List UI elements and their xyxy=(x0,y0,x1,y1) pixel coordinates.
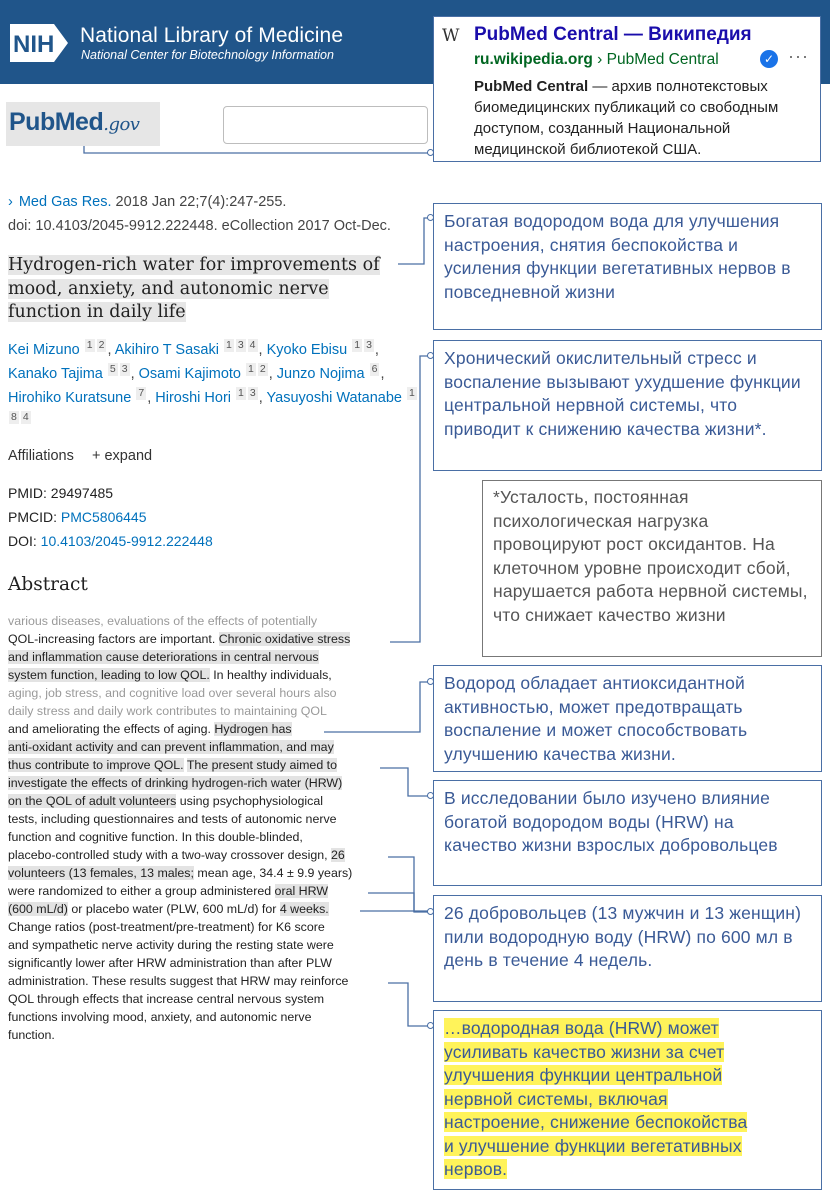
annotation-footnote: *Усталость, постоянная психологическая нагрузка провоцируют рост оксидантов. На клеточном уровне происходит сбой, нарушается работа нервной системы, что снижает качество жизни xyxy=(482,480,822,657)
author-entry: Hiroshi Hori 1 3 , xyxy=(155,387,267,406)
affiliations-label: Affiliations xyxy=(8,448,74,464)
highlighted-text: anti-oxidant activity and can prevent inflammation, and may xyxy=(8,740,334,754)
title-line-3: function in daily life xyxy=(8,302,186,322)
abstract-segment: mean age, 34.4 ± 9.9 years) xyxy=(193,866,353,880)
highlighted-conclusion-line: усиливать качество жизни за счет xyxy=(444,1041,725,1062)
author-entry: Kei Mizuno 1 2 , xyxy=(8,339,115,358)
highlighted-conclusion-line: и улучшение функции вегетативных xyxy=(444,1135,742,1156)
wikipedia-desc-rest: — архив полнотекстовых биомедицинских публикаций со свободным доступом, созданный Национальной медицинской библиотекой США. xyxy=(474,78,779,158)
journal-link[interactable]: Med Gas Res. xyxy=(18,194,112,210)
abstract-segment: or placebo water (PLW, 600 mL/d) for xyxy=(67,902,280,916)
connector-dot xyxy=(427,149,434,156)
citation-text: 2018 Jan 22;7(4):247-255. xyxy=(111,194,287,210)
affiliation-number[interactable]: 5 xyxy=(109,363,116,375)
abstract-segment: administration. These results suggest that HRW may reinforce xyxy=(8,974,349,988)
highlighted-text: and inflammation cause deteriorations in central nervous xyxy=(8,650,319,664)
highlighted-conclusion-line: улучшения функции центральной xyxy=(444,1065,723,1085)
highlighted-text: system function, leading to low QOL. xyxy=(8,668,210,682)
affiliation-number[interactable]: 3 xyxy=(366,339,372,351)
abstract-segment: daily stress and daily work contributes to maintaining QOL xyxy=(8,704,327,718)
affiliation-number[interactable]: 8 xyxy=(11,411,17,423)
logo-med: Med xyxy=(54,108,104,136)
affiliation-number[interactable]: 1 xyxy=(86,339,93,351)
abstract-segment: function. xyxy=(8,1028,55,1042)
title-line-1: Hydrogen-rich water for improvements of xyxy=(8,255,380,275)
author-entry: Osami Kajimoto 1 2 , xyxy=(138,363,277,382)
abstract-segment: various diseases, evaluations of the effects of potentially xyxy=(8,614,318,628)
abstract-segment: tests, including questionnaires and tests of autonomic nerve xyxy=(8,812,337,826)
abstract-segment: QOL-increasing factors are important. xyxy=(8,632,219,646)
annotation-hydrogen-antioxidant: Водород обладает антиоксидантной активностью, может предотвращать воспаление и может способствовать улучшению качества жизни. xyxy=(433,665,822,772)
nih-logo-text: NIH xyxy=(13,31,55,58)
more-options-icon[interactable]: ··· xyxy=(788,46,809,66)
doi-line: doi: 10.4103/2045-9912.222448. eCollection 2017 Oct-Dec. xyxy=(8,218,391,234)
author-entry: Akihiro T Sasaki 1 3 4 , xyxy=(114,339,267,358)
highlighted-conclusion-line: нервов. xyxy=(444,1159,508,1179)
author-link[interactable]: Akihiro T Sasaki xyxy=(114,342,219,358)
author-link[interactable]: Hiroshi Hori xyxy=(155,390,232,406)
annotation-study-aim: В исследовании было изучено влияние богатой водородом воды (HRW) на качество жизни взрослых добровольцев xyxy=(433,780,822,886)
author-entry: Kyoko Ebisu 1 3 , xyxy=(266,339,379,358)
highlighted-text: Hydrogen has xyxy=(214,722,292,736)
author-link[interactable]: Junzo Nojima xyxy=(276,366,365,382)
affiliation-number[interactable]: 7 xyxy=(138,387,145,399)
author-entry: Junzo Nojima 6 , xyxy=(276,363,385,382)
author-link[interactable]: Kyoko Ebisu xyxy=(266,342,348,358)
highlighted-text: investigate the effects of drinking hydrogen-rich water (HRW) xyxy=(8,776,343,790)
affiliation-number[interactable]: 3 xyxy=(249,387,256,399)
connector-study xyxy=(380,768,430,796)
pmid-value: 29497485 xyxy=(50,485,114,501)
author-link[interactable]: Hirohiko Kuratsune xyxy=(8,390,132,406)
logo-pub: Pub xyxy=(9,108,55,136)
connector-logo xyxy=(84,146,430,153)
abstract-segment: Change ratios (post-treatment/pre-treatment) for K6 score xyxy=(8,920,325,934)
highlighted-conclusion-line: настроение, снижение беспокойства xyxy=(444,1112,748,1132)
abstract-segment: and sympathetic nerve activity during the resting state were xyxy=(8,938,334,952)
wikipedia-domain: ru.wikipedia.org xyxy=(474,51,593,68)
connector-conclusion xyxy=(388,983,430,1026)
author-link[interactable]: Yasuyoshi Watanabe xyxy=(266,390,402,406)
highlighted-text: volunteers (13 females, 13 males; xyxy=(8,866,194,880)
highlighted-text: Chronic oxidative stress xyxy=(218,632,351,646)
highlighted-text: The present study aimed to xyxy=(186,758,337,772)
affiliation-number[interactable]: 2 xyxy=(98,339,105,351)
org-name[interactable]: National Library of Medicine xyxy=(80,24,344,47)
affiliation-number[interactable]: 1 xyxy=(408,387,415,399)
highlighted-text: oral HRW xyxy=(274,884,329,898)
logo-gov: .gov xyxy=(103,114,140,135)
affiliation-number[interactable]: 3 xyxy=(237,339,244,351)
highlighted-text: on the QOL of adult volunteers xyxy=(8,794,177,808)
annotation-oxidative-stress: Хронический окислительный стресс и воспаление вызывают ухудшение функции центральной нервной системы, что приводит к снижению качества жизни*. xyxy=(433,340,822,471)
affiliation-number[interactable]: 3 xyxy=(121,363,128,375)
abstract-segment: aging, job stress, and cognitive load over several hours also xyxy=(8,686,337,700)
author-entry: Hirohiko Kuratsune 7 , xyxy=(8,387,156,406)
affiliation-number[interactable]: 2 xyxy=(259,363,266,375)
affiliation-number[interactable]: 4 xyxy=(249,339,256,351)
connector-oxidative xyxy=(390,356,430,642)
org-subtitle: National Center for Biotechnology Information xyxy=(81,48,334,62)
author-link[interactable]: Osami Kajimoto xyxy=(138,366,241,382)
highlighted-conclusion-line: нервной системы, включая xyxy=(444,1088,668,1109)
connector-hydrogen xyxy=(324,682,430,732)
annotation-volunteers: 26 добровольцев (13 мужчин и 13 женщин) пили водородную воду (HRW) по 600 мл в день в течение 4 недель. xyxy=(433,895,822,1002)
author-link[interactable]: Kanako Tajima xyxy=(8,366,103,382)
wikipedia-icon: W xyxy=(442,26,460,46)
doi-label: DOI: xyxy=(8,533,41,549)
abstract-segment: using psychophysiological xyxy=(176,794,324,808)
author-entry: Kanako Tajima 5 3 , xyxy=(8,363,139,382)
expand-affiliations-button[interactable]: + expand xyxy=(92,448,153,464)
abstract-segment: functions involving mood, anxiety, and autonomic nerve xyxy=(8,1010,312,1024)
affiliation-number[interactable]: 1 xyxy=(225,339,232,351)
doi-link[interactable]: 10.4103/2045-9912.222448 xyxy=(40,533,213,549)
highlighted-text: 4 weeks. xyxy=(279,902,329,916)
highlighted-text: thus contribute to improve QOL. xyxy=(8,758,184,772)
verified-check-icon: ✓ xyxy=(760,50,778,68)
connector-title xyxy=(398,218,430,264)
pmcid-label: PMCID: xyxy=(8,509,61,525)
affiliation-number[interactable]: 1 xyxy=(248,363,254,375)
affiliation-number[interactable]: 6 xyxy=(371,363,378,375)
abstract-segment: were randomized to either a group administered xyxy=(8,884,275,898)
wikipedia-url-path: › PubMed Central xyxy=(592,51,719,68)
abstract-heading: Abstract xyxy=(8,574,88,595)
affiliation-number[interactable]: 4 xyxy=(22,411,29,423)
highlighted-text: (600 mL/d) xyxy=(8,902,68,916)
pmcid-link[interactable]: PMC5806445 xyxy=(60,509,147,525)
annotation-title-translation: Богатая водородом вода для улучшения настроения, снятия беспокойства и усиления функции вегетативных нервов в повседневной жизни xyxy=(433,203,822,330)
highlighted-conclusion-line: …водородная вода (HRW) может xyxy=(444,1018,719,1038)
affiliation-number[interactable]: 1 xyxy=(354,339,361,351)
pmid-label: PMID: xyxy=(8,485,51,501)
abstract-segment: QOL through effects that increase central nervous system xyxy=(8,992,325,1006)
highlighted-text: 26 xyxy=(331,848,345,862)
connector-volunteers xyxy=(388,857,430,912)
abstract-segment: significantly lower after HRW administration than after PLW xyxy=(8,956,332,970)
abstract-segment: and ameliorating the effects of aging. xyxy=(8,722,215,736)
author-link[interactable]: Kei Mizuno xyxy=(8,342,80,358)
abstract-segment: function and cognitive function. In this double-blinded, xyxy=(8,830,303,844)
chevron-right-icon: › xyxy=(8,194,13,210)
wikipedia-desc-bold: PubMed Central xyxy=(474,78,589,95)
abstract-segment: In healthy individuals, xyxy=(209,668,332,682)
affiliation-number[interactable]: 1 xyxy=(238,387,244,399)
title-line-2: mood, anxiety, and autonomic nerve xyxy=(8,278,329,299)
wikipedia-title-link[interactable]: PubMed Central — Википедия xyxy=(474,24,752,45)
abstract-segment: placebo-controlled study with a two-way crossover design, xyxy=(8,848,331,862)
connector-dose xyxy=(368,893,414,912)
annotation-conclusion xyxy=(433,1010,822,1190)
